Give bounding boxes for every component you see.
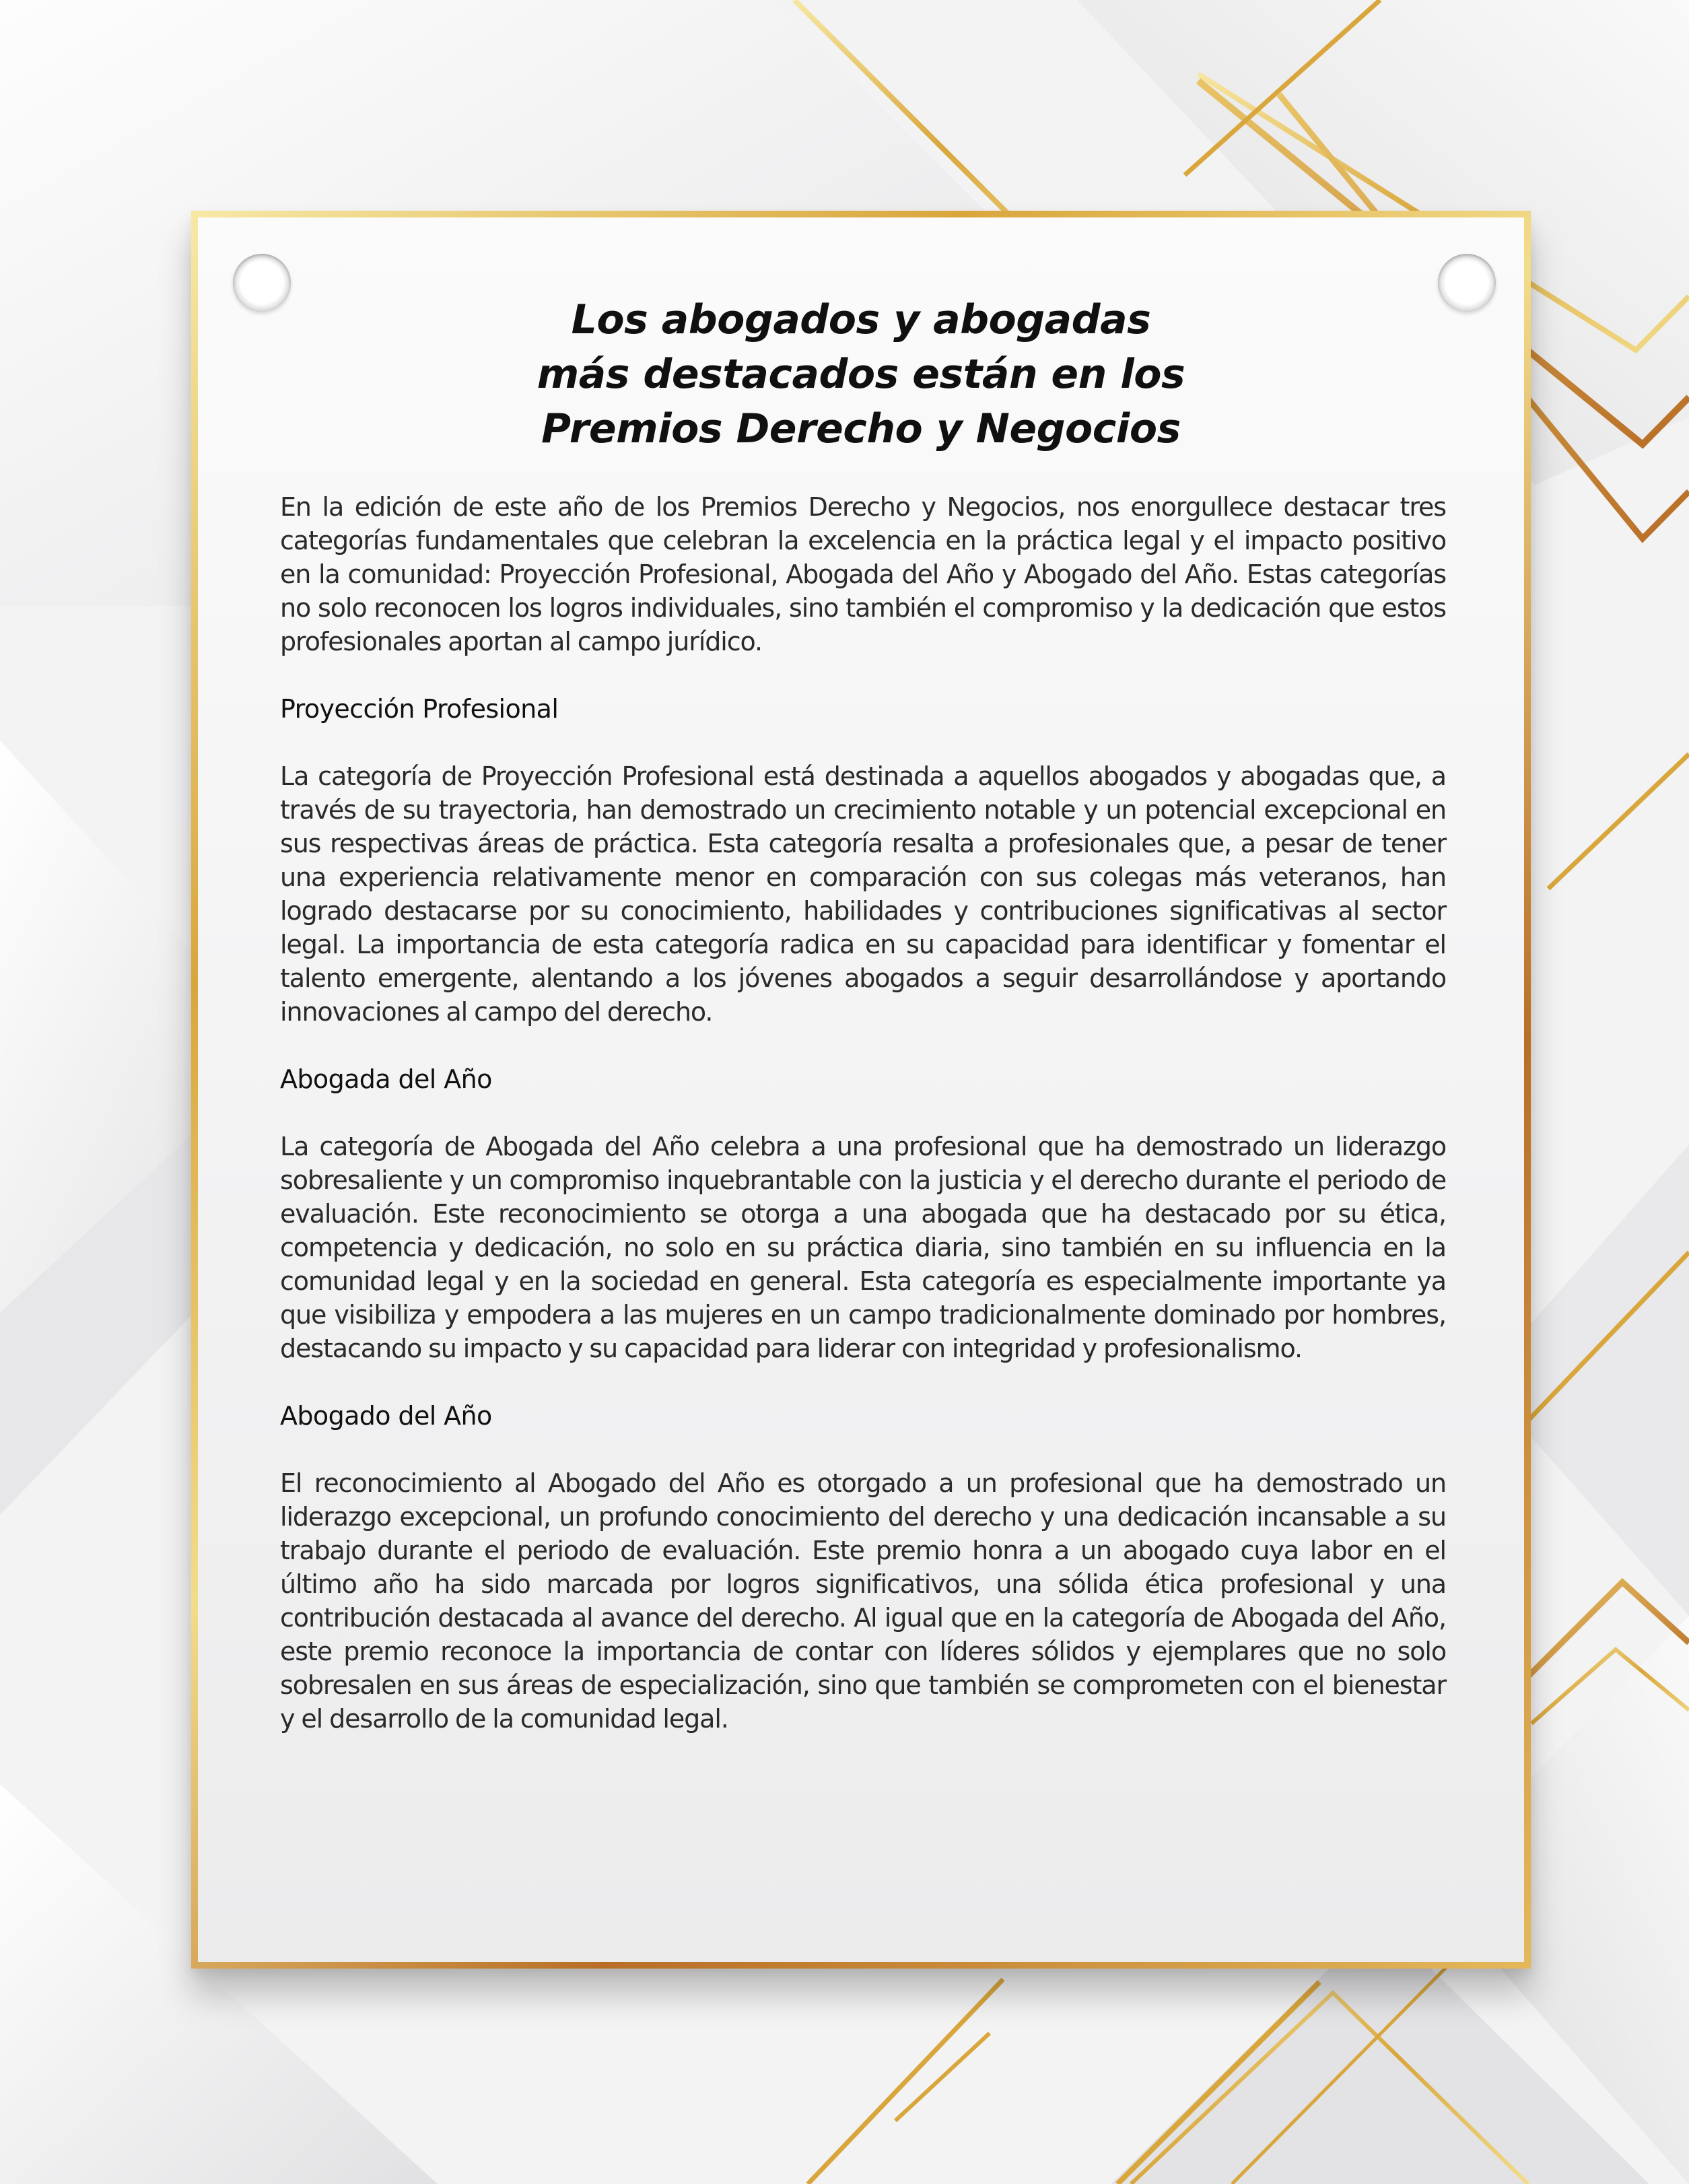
title-line: Los abogados y abogadas [571, 296, 1151, 343]
intro-paragraph: En la edición de este año de los Premios Derecho y Negocios, nos enorgullece destacar tres categorías fundamentales que celebran la excelencia en la práctica legal y el impacto positivo en la comunidad: Proyección Profesional, Abogada del Año y Abogado del Año. Estas categorías no solo reconocen los logros individuales, sino también el compromiso y la dedicación que estos profesionales aportan al campo jurídico. [280, 492, 1446, 656]
title-line: más destacados están en los [537, 351, 1185, 398]
page-title [198, 293, 1524, 456]
section-heading-abogado-del-ano: Abogado del Año [280, 1401, 492, 1431]
article-card [191, 211, 1531, 1969]
section-body-abogado-del-ano: El reconocimiento al Abogado del Año es otorgado a un profesional que ha demostrado un liderazgo excepcional, un profundo conocimiento del derecho y una dedicación incansable a su trabajo durante el periodo de evaluación. Este premio honra a un abogado cuya labor en el último año ha sido marcada por logros significativos, una sólida ética profesional y una contribución destacada al avance del derecho. Al igual que en la categoría de Abogada del Año, este premio reconoce la importancia de contar con líderes sólidos y ejemplares que no solo sobresalen en sus áreas de especialización, sino que también se comprometen con el bienestar y el desarrollo de la comunidad legal. [280, 1468, 1446, 1734]
article-body [280, 490, 1446, 1769]
section-heading-abogada-del-ano: Abogada del Año [280, 1064, 492, 1094]
section-body-abogada-del-ano: La categoría de Abogada del Año celebra a una profesional que ha demostrado un liderazgo sobresaliente y un compromiso inquebrantable con la justicia y el derecho durante el periodo de evaluación. Este reconocimiento se otorga a una abogada que ha destacado por su ética, competencia y dedicación, no solo en su práctica diaria, sino también en su influencia en la comunidad legal y en la sociedad en general. Esta categoría es especialmente importante ya que visibiliza y empodera a las mujeres en un campo tradicionalmente dominado por hombres, destacando su impacto y su capacidad para liderar con integridad y profesionalismo. [280, 1132, 1446, 1363]
title-line: Premios Derecho y Negocios [541, 405, 1181, 452]
section-body-proyeccion-profesional: La categoría de Proyección Profesional está destinada a aquellos abogados y abogadas que, a través de su trayectoria, han demostrado un crecimiento notable y un potencial excepcional en sus respectivas áreas de práctica. Esta categoría resalta a profesionales que, a pesar de tener una experiencia relativamente menor en comparación con sus colegas más veteranos, han logrado destacarse por su conocimiento, habilidades y contribuciones significativas al sector legal. La importancia de esta categoría radica en su capacidad para identificar y fomentar el talento emergente, alentando a los jóvenes abogados a seguir desarrollándose y aportando innovaciones al campo del derecho. [280, 761, 1446, 1027]
section-heading-proyeccion-profesional: Proyección Profesional [280, 694, 559, 724]
